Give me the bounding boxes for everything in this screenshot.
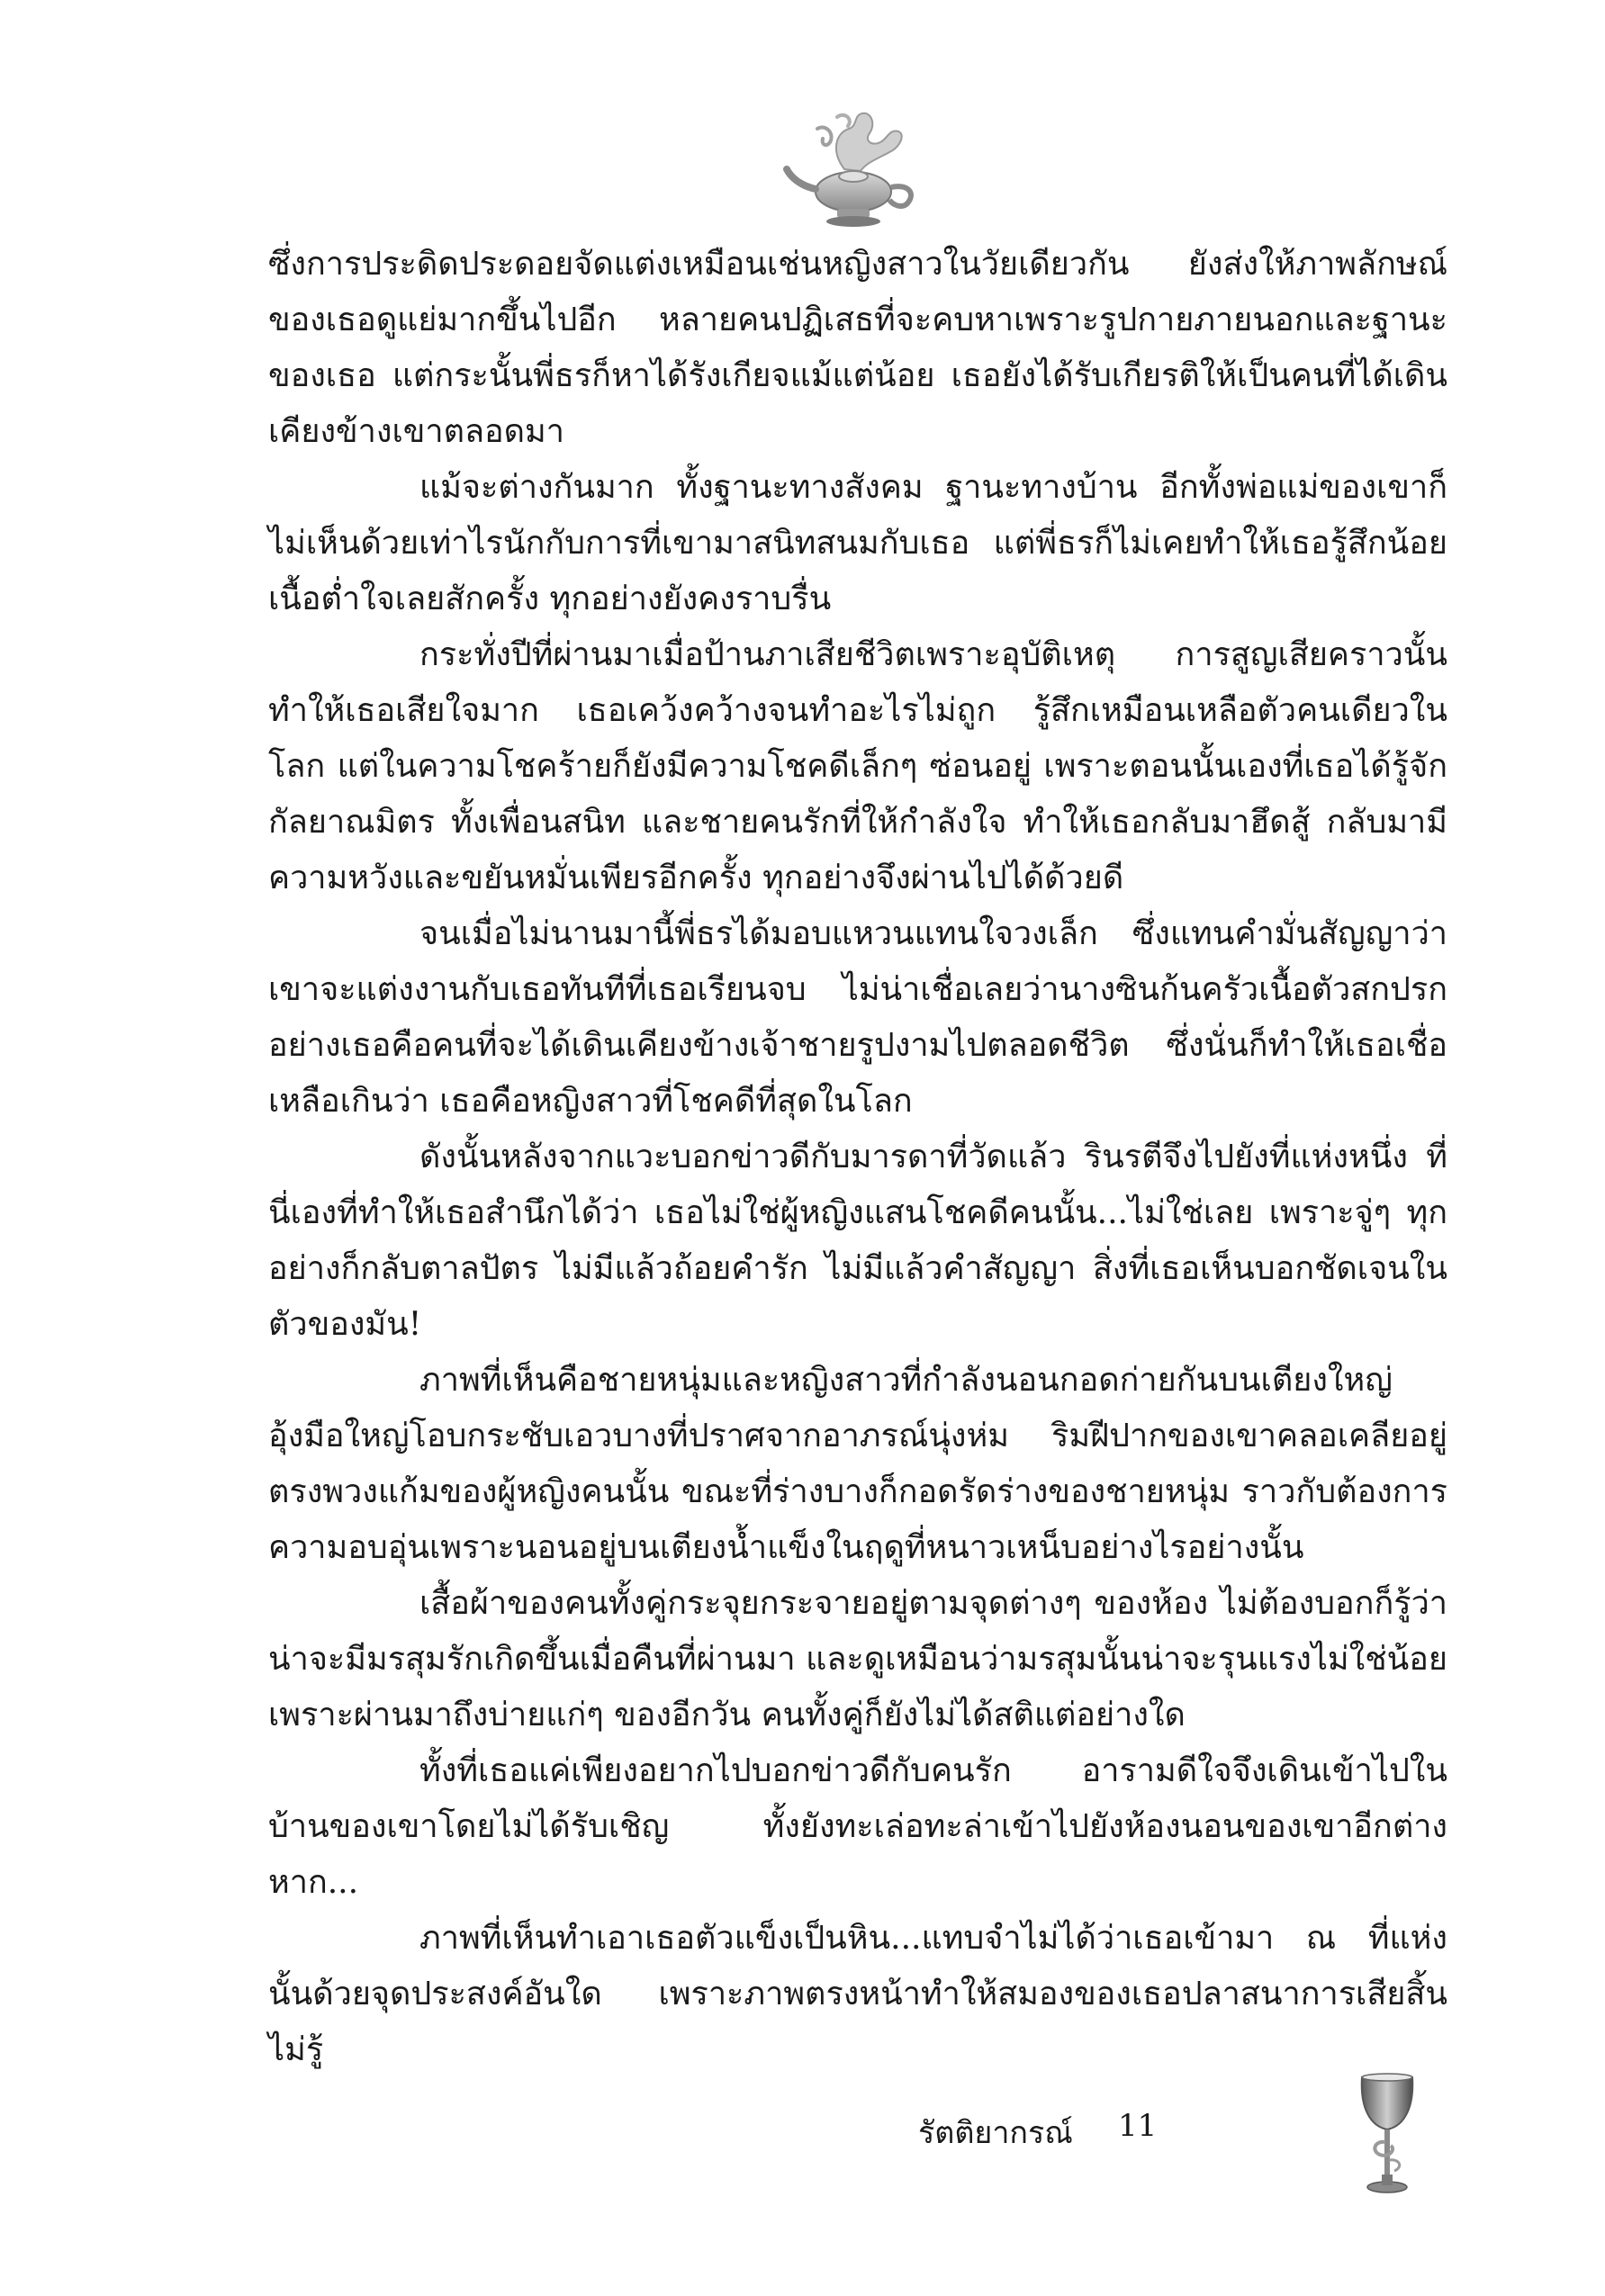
paragraph: ทั้งที่เธอแค่เพียงอยากไปบอกข่าวดีกับคนรัก อารามดีใจจึงเดินเข้าไปในบ้านของเขาโดยไม่ได้รับเชิญ ทั้งยังทะเล่อทะล่าเข้าไปยังห้องนอนของเขาอีกต่างหาก...	[268, 1752, 1447, 1901]
book-title: รัตติยากรณ์	[918, 2115, 1073, 2151]
paragraph: ดังนั้นหลังจากแวะบอกข่าวดีกับมารดาที่วัดแล้ว รินรตีจึงไปยังที่แห่งหนึ่ง ที่นี่เองที่ทำให้เธอสำนึกได้ว่า เธอไม่ใช่ผู้หญิงแสนโชคดีคนนั้น...ไม่ใช่เลย เพราะจู่ๆ ทุกอย่างก็กลับตาลปัตร ไม่มีแล้วถ้อยคำรัก ไม่มีแล้วคำสัญญา สิ่งที่เธอเห็นบอกชัดเจนในตัวของมัน!	[268, 1139, 1447, 1343]
paragraph: จนเมื่อไม่นานมานี้พี่ธรได้มอบแหวนแทนใจวงเล็ก ซึ่งแทนคำมั่นสัญญาว่าเขาจะแต่งงานกับเธอทันทีที่เธอเรียนจบ ไม่น่าเชื่อเลยว่านางซินก้นครัวเนื้อตัวสกปรกอย่างเธอคือคนที่จะได้เดินเคียงข้างเจ้าชายรูปงามไปตลอดชีวิต ซึ่งนั่นก็ทำให้เธอเชื่อเหลือเกินว่า เธอคือหญิงสาวที่โชคดีที่สุดในโลก	[268, 915, 1447, 1120]
paragraph: ซึ่งการประดิดประดอยจัดแต่งเหมือนเช่นหญิงสาวในวัยเดียวกัน ยังส่งให้ภาพลักษณ์ของเธอดูแย่มากขึ้นไปอีก หลายคนปฏิเสธที่จะคบหาเพราะรูปกายภายนอกและฐานะของเธอ แต่กระนั้นพี่ธรก็หาได้รังเกียจแม้แต่น้อย เธอยังได้รับเกียรติให้เป็นคนที่ได้เดินเคียงข้างเขาตลอดมา	[268, 246, 1447, 450]
paragraph: กระทั่งปีที่ผ่านมาเมื่อป้านภาเสียชีวิตเพราะอุบัติเหตุ การสูญเสียคราวนั้นทำให้เธอเสียใจมาก เธอเคว้งคว้างจนทำอะไรไม่ถูก รู้สึกเหมือนเหลือตัวคนเดียวในโลก แต่ในความโชคร้ายก็ยังมีความโชคดีเล็กๆ ซ่อนอยู่ เพราะตอนนั้นเองที่เธอได้รู้จักกัลยาณมิตร ทั้งเพื่อนสนิท และชายคนรักที่ให้กำลังใจ ทำให้เธอกลับมาฮึดสู้ กลับมามีความหวังและขยันหมั่นเพียรอีกครั้ง ทุกอย่างจึงผ่านไปได้ด้วยดี	[268, 636, 1447, 896]
paragraph: ภาพที่เห็นคือชายหนุ่มและหญิงสาวที่กำลังนอนกอดก่ายกันบนเตียงใหญ่ อุ้งมือใหญ่โอบกระชับเอวบางที่ปราศจากอาภรณ์นุ่งห่ม ริมฝีปากของเขาคลอเคลียอยู่ตรงพวงแก้มของผู้หญิงคนนั้น ขณะที่ร่างบางก็กอดรัดร่างของชายหนุ่ม ราวกับต้องการความอบอุ่นเพราะนอนอยู่บนเตียงน้ำแข็งในฤดูที่หนาวเหน็บอย่างไรอย่างนั้น	[268, 1362, 1447, 1566]
wine-glass-icon	[1355, 2070, 1420, 2205]
magic-lamp-icon	[781, 106, 925, 232]
paragraph: แม้จะต่างกันมาก ทั้งฐานะทางสังคม ฐานะทางบ้าน อีกทั้งพ่อแม่ของเขาก็ไม่เห็นด้วยเท่าไรนักกับการที่เขามาสนิทสนมกับเธอ แต่พี่ธรก็ไม่เคยทำให้เธอรู้สึกน้อยเนื้อต่ำใจเลยสักครั้ง ทุกอย่างยังคงราบรื่น	[268, 469, 1447, 617]
paragraph: เสื้อผ้าของคนทั้งคู่กระจุยกระจายอยู่ตามจุดต่างๆ ของห้อง ไม่ต้องบอกก็รู้ว่าน่าจะมีมรสุมรักเกิดขึ้นเมื่อคืนที่ผ่านมา และดูเหมือนว่ามรสุมนั้นน่าจะรุนแรงไม่ใช่น้อย เพราะผ่านมาถึงบ่ายแก่ๆ ของอีกวัน คนทั้งคู่ก็ยังไม่ได้สติแต่อย่างใด	[268, 1585, 1447, 1733]
page-number: 11	[1118, 2108, 1158, 2144]
body-text	[268, 237, 1447, 2078]
paragraph: ภาพที่เห็นทำเอาเธอตัวแข็งเป็นหิน...แทบจำไม่ได้ว่าเธอเข้ามา ณ ที่แห่งนั้นด้วยจุดประสงค์อันใด เพราะภาพตรงหน้าทำให้สมองของเธอปลาสนาการเสียสิ้น ไม่รู้	[268, 1920, 1447, 2068]
